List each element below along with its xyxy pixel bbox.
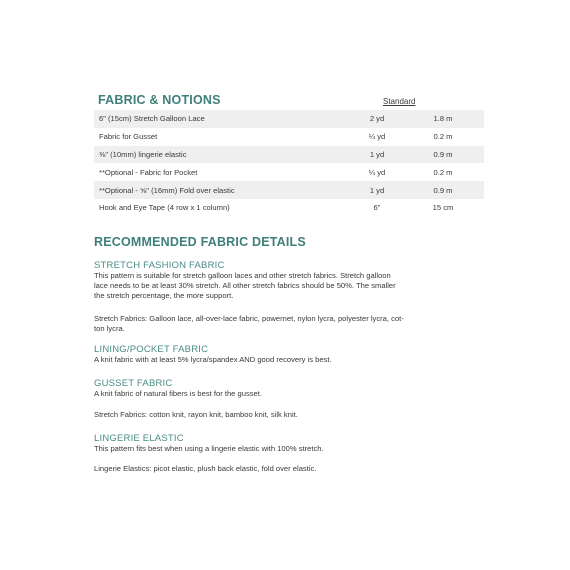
table-row (94, 128, 484, 146)
item-yardage: 2 yd (369, 114, 385, 124)
item-metric: 0.9 m (433, 185, 453, 195)
item-metric: 15 cm (432, 203, 454, 213)
item-metric: 0.2 m (433, 132, 453, 142)
item-label: ⅜" (10mm) lingerie elastic (99, 149, 187, 159)
gusset-fabrics-text: Stretch Fabrics: cotton knit, rayon knit, bamboo knit, silk knit. (94, 410, 298, 419)
lining-pocket-text: A knit fabric with at least 5% lycra/spandex AND good recovery is best. (94, 355, 332, 364)
lingerie-elastic-heading: LINGERIE ELASTIC (94, 433, 184, 444)
item-yardage: ¼ yd (368, 167, 386, 177)
gusset-section (94, 379, 486, 399)
item-label: Fabric for Gusset (99, 132, 158, 142)
stretch-fashion-heading: STRETCH FASHION FABRIC (94, 260, 225, 271)
gusset-heading: GUSSET FABRIC (94, 378, 173, 389)
lingerie-elastics-text: Lingerie Elastics: picot elastic, plush back elastic, fold over elastic. (94, 464, 317, 473)
stretch-fabrics-line: ton lycra. (94, 324, 125, 334)
fabric-notions-heading: FABRIC & NOTIONS (98, 93, 221, 107)
stretch-fabrics-list (94, 314, 486, 334)
table-row (94, 181, 484, 199)
table-row (94, 146, 484, 164)
recommended-fabric-heading-block (94, 235, 486, 249)
stretch-fabrics-line: Stretch Fabrics: Galloon lace, all-over-lace fabric, powernet, nylon lycra, polyester lycra, cot- (94, 314, 404, 323)
item-metric: 1.8 m (433, 114, 453, 124)
item-label: 6" (15cm) Stretch Galloon Lace (99, 114, 205, 124)
item-label: Hook and Eye Tape (4 row x 1 column) (99, 203, 230, 213)
lingerie-elastic-section (94, 434, 486, 454)
gusset-text: A knit fabric of natural fibers is best for the gusset. (94, 389, 262, 398)
table-row (94, 110, 484, 128)
standard-column-header: Standard (383, 97, 416, 106)
item-yardage: 1 yd (369, 185, 385, 195)
item-metric: 0.9 m (433, 149, 453, 159)
recommended-fabric-heading: RECOMMENDED FABRIC DETAILS (94, 235, 306, 249)
stretch-fashion-line: lace needs to be at least 30% stretch. All other stretch fabrics should be 50%. The smaller (94, 281, 396, 291)
item-label: **Optional - ⅝" (16mm) Fold over elastic (99, 185, 235, 195)
stretch-fashion-section (94, 261, 486, 302)
item-yardage: 1 yd (369, 149, 385, 159)
table-row (94, 163, 484, 181)
item-label: **Optional - Fabric for Pocket (99, 167, 198, 177)
gusset-fabrics-list (94, 410, 486, 420)
lining-pocket-heading: LINING/POCKET FABRIC (94, 344, 209, 355)
item-yardage: ¼ yd (368, 132, 386, 142)
stretch-fashion-line: This pattern is suitable for stretch galloon laces and other stretch fabrics. Stretch galloon (94, 271, 391, 280)
lingerie-elastics-list (94, 464, 486, 474)
lingerie-elastic-text: This pattern fits best when using a lingerie elastic with 100% stretch. (94, 444, 324, 453)
stretch-fashion-line: the stretch percentage, the more support. (94, 291, 234, 301)
item-yardage: 6" (373, 203, 381, 213)
lining-pocket-section (94, 345, 486, 365)
fabric-notions-table (94, 110, 484, 217)
table-row (94, 199, 484, 217)
item-metric: 0.2 m (433, 167, 453, 177)
